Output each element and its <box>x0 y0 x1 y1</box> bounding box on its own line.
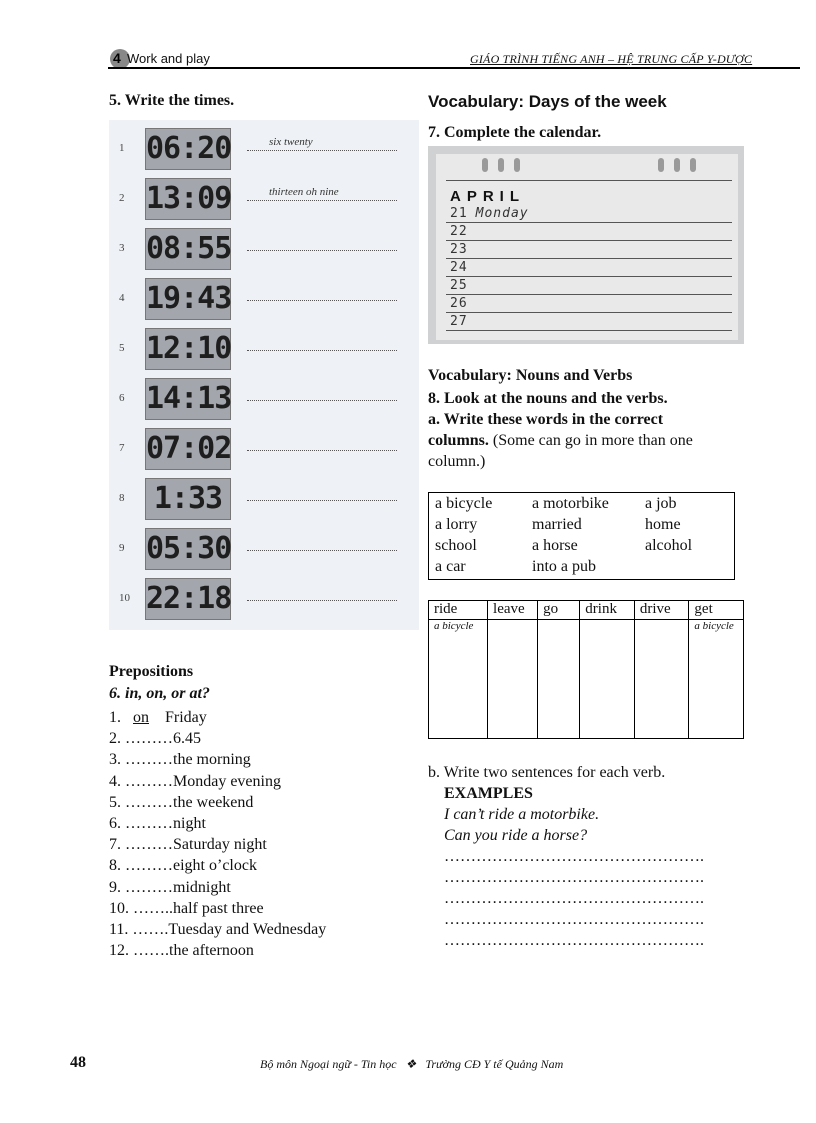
clock-row <box>109 174 419 222</box>
answer-dotted-line: …………………………………………. <box>444 932 704 949</box>
item-prefix: 12. ……. <box>109 942 169 960</box>
item-prefix: 3. ……… <box>109 751 173 769</box>
item-prefix: 6. ……… <box>109 815 173 833</box>
ring-icon <box>674 158 680 172</box>
clock-number: 10 <box>119 592 130 604</box>
preposition-item <box>109 792 326 813</box>
preposition-item <box>109 813 326 834</box>
clock-row <box>109 574 419 622</box>
verb-header: get <box>689 601 744 620</box>
answer-dotted-line: …………………………………………. <box>444 890 704 907</box>
preposition-item <box>109 834 326 855</box>
item-text: Monday evening <box>173 772 281 790</box>
answer-line <box>247 500 397 501</box>
word-item: a horse <box>532 537 578 554</box>
calendar-day-row <box>450 206 529 221</box>
word-item: a motorbike <box>532 495 609 512</box>
calendar-day-row <box>450 278 476 293</box>
calendar-date: 27 <box>450 314 468 329</box>
calendar-rule <box>446 294 732 295</box>
item-prefix: 8. ……… <box>109 857 173 875</box>
answer-line <box>247 400 397 401</box>
word-item: married <box>532 516 582 533</box>
calendar-day-row <box>450 296 476 311</box>
item-text: eight o’clock <box>173 857 257 875</box>
word-item: home <box>645 516 681 533</box>
digital-clock: 12:10 <box>145 328 231 370</box>
ex8a-line1: a. Write these words in the correct <box>428 411 664 428</box>
calendar-rule <box>446 240 732 241</box>
ring-icon <box>514 158 520 172</box>
digital-clock: 05:30 <box>145 528 231 570</box>
ex8a-line3: column.) <box>428 453 486 470</box>
header-rule <box>108 67 800 69</box>
clock-number: 2 <box>119 192 125 204</box>
verb-header: drive <box>634 601 689 620</box>
item-prefix: 11. ……. <box>109 921 169 939</box>
calendar-month: APRIL <box>450 188 525 205</box>
clock-panel <box>109 120 419 630</box>
item-prefix: 10. …….. <box>109 899 173 917</box>
digital-clock: 19:43 <box>145 278 231 320</box>
calendar-date: 26 <box>450 296 468 311</box>
ring-icon <box>482 158 488 172</box>
calendar-date: 23 <box>450 242 468 257</box>
digital-clock: 13:09 <box>145 178 231 220</box>
item-text: 6.45 <box>173 730 201 748</box>
ex8a-rest: (Some can go in more than one <box>488 432 693 449</box>
calendar-date: 21 <box>450 206 468 221</box>
digital-clock: 14:13 <box>145 378 231 420</box>
time-answer: thirteen oh nine <box>269 186 339 198</box>
answer-dotted-line: …………………………………………. <box>444 869 704 886</box>
answer-line <box>247 150 397 151</box>
item-prefix: 7. ……… <box>109 836 173 854</box>
ex8a-line2 <box>428 430 693 451</box>
unit-title: Work and play <box>127 51 210 66</box>
clock-number: 7 <box>119 442 125 454</box>
clock-number: 6 <box>119 392 125 404</box>
preposition-item <box>109 877 326 898</box>
verb-header: ride <box>429 601 488 620</box>
answer-line <box>247 350 397 351</box>
calendar-rule <box>446 222 732 223</box>
item-prefix: 2. ……… <box>109 730 173 748</box>
clock-row <box>109 474 419 522</box>
item-text: the weekend <box>173 793 254 811</box>
digital-clock: 08:55 <box>145 228 231 270</box>
clock-number: 8 <box>119 492 125 504</box>
days-heading: Vocabulary: Days of the week <box>428 92 667 111</box>
preposition-item <box>109 940 326 961</box>
ex8a-bold: columns. <box>428 432 489 449</box>
item-answer: on <box>133 709 149 726</box>
time-answer: six twenty <box>269 136 313 148</box>
answer-line <box>247 550 397 551</box>
example-1: I can’t ride a motorbike. <box>444 806 600 823</box>
calendar-day-row <box>450 224 476 239</box>
footer-dept: Bộ môn Ngoại ngữ - Tin học <box>260 1057 397 1071</box>
answer-line <box>247 450 397 451</box>
example-2: Can you ride a horse? <box>444 827 588 844</box>
preposition-item <box>109 898 326 919</box>
word-item: into a pub <box>532 558 596 575</box>
word-item: a job <box>645 495 677 512</box>
word-item: alcohol <box>645 537 693 554</box>
digital-clock: 22:18 <box>145 578 231 620</box>
preposition-item <box>109 707 326 728</box>
digital-clock: 06:20 <box>145 128 231 170</box>
course-title: GIÁO TRÌNH TIẾNG ANH – HỆ TRUNG CẤP Y-DƯỢC <box>470 52 753 66</box>
item-prefix: 4. ……… <box>109 772 173 790</box>
verb-column-cell <box>634 620 689 739</box>
page-number: 48 <box>70 1054 86 1071</box>
calendar-date: 22 <box>450 224 468 239</box>
calendar-day-row <box>450 260 476 275</box>
word-box <box>428 492 735 580</box>
calendar-rule <box>446 180 732 181</box>
word-item: a lorry <box>435 516 478 533</box>
calendar-day-name: Monday <box>475 206 529 221</box>
verb-column-cell: a bicycle <box>429 620 488 739</box>
answer-dotted-line: …………………………………………. <box>444 911 704 928</box>
preposition-item <box>109 855 326 876</box>
calendar-day-row <box>450 314 476 329</box>
word-item: school <box>435 537 477 554</box>
prepositions-list <box>109 707 326 961</box>
preposition-item <box>109 919 326 940</box>
answer-line <box>247 600 397 601</box>
answer-line <box>247 300 397 301</box>
item-prefix: 5. ……… <box>109 793 173 811</box>
item-prefix: 1. <box>109 709 121 726</box>
calendar-date: 25 <box>450 278 468 293</box>
ring-icon <box>658 158 664 172</box>
verb-column-cell <box>488 620 538 739</box>
ex8b-title: b. Write two sentences for each verb. <box>428 764 666 781</box>
ex5-title: 5. Write the times. <box>109 92 235 109</box>
item-text: half past three <box>173 899 264 917</box>
footer-separator: ❖ <box>405 1057 417 1071</box>
item-text: the morning <box>173 751 251 769</box>
ex6-title: 6. in, on, or at? <box>109 685 210 702</box>
verbs-table <box>428 600 744 739</box>
clock-number: 9 <box>119 542 125 554</box>
unit-number: 4 <box>113 50 121 66</box>
verb-header: leave <box>488 601 538 620</box>
digital-clock: 1:33 <box>145 478 231 520</box>
calendar-rule <box>446 276 732 277</box>
verb-column-cell <box>538 620 580 739</box>
item-prefix: 9. ……… <box>109 878 173 896</box>
item-text: Saturday night <box>173 836 267 854</box>
item-text: Tuesday and Wednesday <box>168 921 327 939</box>
clock-number: 4 <box>119 292 125 304</box>
verb-header: drink <box>580 601 635 620</box>
examples-label: EXAMPLES <box>444 785 533 802</box>
calendar-rule <box>446 330 732 331</box>
clock-row <box>109 374 419 422</box>
calendar-date: 24 <box>450 260 468 275</box>
word-item: a car <box>435 558 466 575</box>
item-text: midnight <box>173 878 231 896</box>
preposition-item <box>109 749 326 770</box>
footer-school: Trường CĐ Y tế Quảng Nam <box>425 1057 564 1071</box>
clock-row <box>109 324 419 372</box>
preposition-item <box>109 728 326 749</box>
item-text: the afternoon <box>169 942 254 960</box>
ring-icon <box>690 158 696 172</box>
verb-header: go <box>538 601 580 620</box>
item-text: night <box>173 815 206 833</box>
ex8-title: 8. Look at the nouns and the verbs. <box>428 390 668 407</box>
nouns-verbs-heading: Vocabulary: Nouns and Verbs <box>428 367 633 384</box>
item-text: Friday <box>165 709 207 726</box>
calendar <box>428 146 744 344</box>
verb-column-cell: a bicycle <box>689 620 744 739</box>
clock-row <box>109 224 419 272</box>
clock-row <box>109 524 419 572</box>
clock-number: 3 <box>119 242 125 254</box>
word-item: a bicycle <box>435 495 493 512</box>
calendar-day-row <box>450 242 476 257</box>
preposition-item <box>109 771 326 792</box>
calendar-rule <box>446 258 732 259</box>
clock-number: 5 <box>119 342 125 354</box>
answer-line <box>247 200 397 201</box>
clock-row <box>109 124 419 172</box>
footer-text <box>260 1057 563 1072</box>
digital-clock: 07:02 <box>145 428 231 470</box>
calendar-rule <box>446 312 732 313</box>
clock-row <box>109 274 419 322</box>
ex7-title: 7. Complete the calendar. <box>428 124 602 141</box>
clock-number: 1 <box>119 142 125 154</box>
answer-line <box>247 250 397 251</box>
clock-row <box>109 424 419 472</box>
prepositions-heading: Prepositions <box>109 663 194 680</box>
ring-icon <box>498 158 504 172</box>
answer-dotted-line: …………………………………………. <box>444 848 704 865</box>
verb-column-cell <box>580 620 635 739</box>
